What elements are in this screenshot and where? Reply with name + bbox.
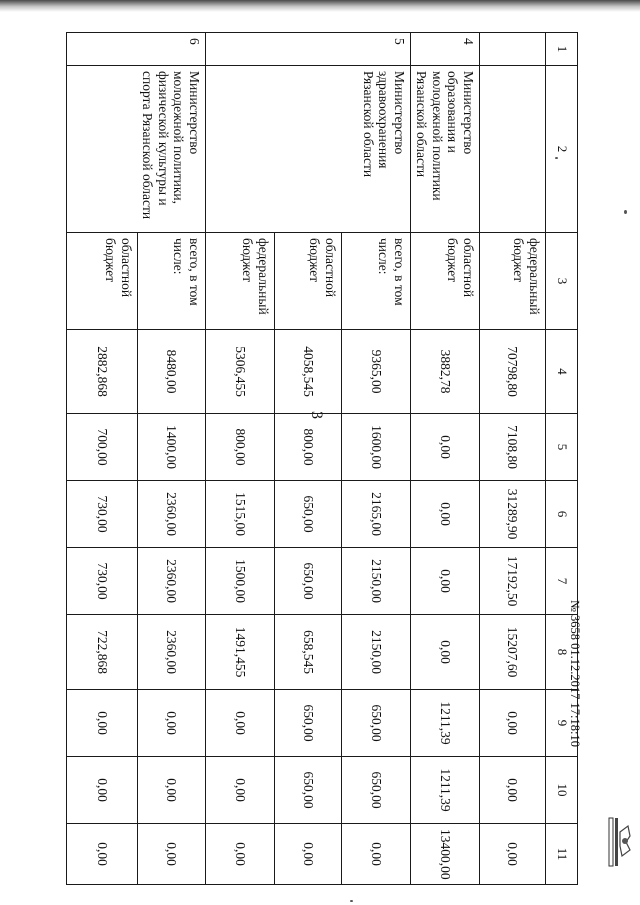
value-cell: 730,00 bbox=[66, 481, 137, 548]
row-number-cell: 5 bbox=[205, 33, 410, 66]
column-number: 4 bbox=[546, 330, 578, 414]
value-cell: 800,00 bbox=[274, 414, 341, 481]
value-cell: 9365,00 bbox=[341, 330, 410, 414]
value-cell: 0,00 bbox=[410, 548, 479, 615]
column-number-row bbox=[546, 33, 578, 885]
value-cell: 722,868 bbox=[66, 615, 137, 690]
value-cell: 0,00 bbox=[480, 824, 546, 885]
value-cell: 1400,00 bbox=[137, 414, 205, 481]
value-cell: 2360,00 bbox=[137, 615, 205, 690]
value-cell: 2150,00 bbox=[341, 548, 410, 615]
value-cell: 7108,80 bbox=[480, 414, 546, 481]
row-number-cell bbox=[480, 33, 546, 66]
value-cell: 1211,39 bbox=[410, 690, 479, 757]
budget-type-cell: всего, в том числе: bbox=[137, 233, 205, 330]
value-cell: 70798,80 bbox=[480, 330, 546, 414]
row-number-cell: 6 bbox=[66, 33, 205, 66]
value-cell: 650,00 bbox=[341, 757, 410, 824]
budget-type-cell: областной бюджет bbox=[66, 233, 137, 330]
value-cell: 650,00 bbox=[274, 548, 341, 615]
scan-dust bbox=[350, 900, 353, 902]
value-cell: 0,00 bbox=[205, 757, 274, 824]
value-cell: 1515,00 bbox=[205, 481, 274, 548]
value-cell: 0,00 bbox=[341, 824, 410, 885]
column-number: 1 bbox=[546, 33, 578, 66]
column-number: 8 bbox=[546, 615, 578, 690]
organization-cell bbox=[480, 66, 546, 233]
value-cell: 2150,00 bbox=[341, 615, 410, 690]
value-cell: 2882,868 bbox=[66, 330, 137, 414]
scan-dust bbox=[555, 157, 558, 159]
rotated-table-wrapper bbox=[68, 32, 578, 884]
value-cell: 0,00 bbox=[480, 757, 546, 824]
table-row bbox=[137, 33, 205, 885]
value-cell: 0,00 bbox=[66, 824, 137, 885]
value-cell: 0,00 bbox=[66, 690, 137, 757]
column-number: 11 bbox=[546, 824, 578, 885]
value-cell: 0,00 bbox=[480, 690, 546, 757]
value-cell: 0,00 bbox=[274, 824, 341, 885]
value-cell: 1600,00 bbox=[341, 414, 410, 481]
value-cell: 4058,545 bbox=[274, 330, 341, 414]
value-cell: 0,00 bbox=[205, 690, 274, 757]
value-cell: 650,00 bbox=[274, 481, 341, 548]
organization-cell: Министерство здравоохранения Рязанской области bbox=[205, 66, 410, 233]
value-cell: 3882,78 bbox=[410, 330, 479, 414]
column-number: 6 bbox=[546, 481, 578, 548]
value-cell: 5306,455 bbox=[205, 330, 274, 414]
scan-dust bbox=[624, 210, 627, 214]
seal-emblem-icon bbox=[608, 812, 632, 872]
value-cell: 0,00 bbox=[137, 824, 205, 885]
organization-cell: Министерство молодежной политики, физической культуры и спорта Рязанской области bbox=[66, 66, 205, 233]
page-number: 3 bbox=[308, 411, 325, 419]
budget-type-cell: областной бюджет bbox=[274, 233, 341, 330]
value-cell: 31289,90 bbox=[480, 481, 546, 548]
value-cell: 0,00 bbox=[410, 615, 479, 690]
value-cell: 650,00 bbox=[274, 690, 341, 757]
table-row bbox=[410, 33, 479, 885]
value-cell: 0,00 bbox=[410, 481, 479, 548]
value-cell: 15207,60 bbox=[480, 615, 546, 690]
value-cell: 1500,00 bbox=[205, 548, 274, 615]
value-cell: 2360,00 bbox=[137, 548, 205, 615]
value-cell: 17192,50 bbox=[480, 548, 546, 615]
registration-stamp: № 3658 01.12.2017 17:18:10 bbox=[568, 600, 582, 747]
column-number: 7 bbox=[546, 548, 578, 615]
value-cell: 658,545 bbox=[274, 615, 341, 690]
column-number: 5 bbox=[546, 414, 578, 481]
organization-cell: Министерство образования и молодежной политики Рязанской области bbox=[410, 66, 479, 233]
column-number: 2 bbox=[546, 66, 578, 233]
table-row bbox=[480, 33, 546, 885]
column-number: 3 bbox=[546, 233, 578, 330]
value-cell: 1491,455 bbox=[205, 615, 274, 690]
value-cell: 8480,00 bbox=[137, 330, 205, 414]
scan-border-shadow bbox=[0, 0, 640, 12]
budget-table bbox=[66, 32, 578, 885]
column-number: 10 bbox=[546, 757, 578, 824]
budget-type-cell: федеральный бюджет bbox=[205, 233, 274, 330]
value-cell: 0,00 bbox=[137, 690, 205, 757]
value-cell: 700,00 bbox=[66, 414, 137, 481]
value-cell: 650,00 bbox=[274, 757, 341, 824]
value-cell: 13400,00 bbox=[410, 824, 479, 885]
budget-type-cell: федеральный бюджет bbox=[480, 233, 546, 330]
table-row bbox=[341, 33, 410, 885]
value-cell: 800,00 bbox=[205, 414, 274, 481]
value-cell: 650,00 bbox=[341, 690, 410, 757]
value-cell: 0,00 bbox=[66, 757, 137, 824]
row-number-cell: 4 bbox=[410, 33, 479, 66]
column-number: 9 bbox=[546, 690, 578, 757]
budget-type-cell: всего, в том числе: bbox=[341, 233, 410, 330]
value-cell: 1211,39 bbox=[410, 757, 479, 824]
value-cell: 0,00 bbox=[410, 414, 479, 481]
value-cell: 2360,00 bbox=[137, 481, 205, 548]
budget-type-cell: областной бюджет bbox=[410, 233, 479, 330]
value-cell: 0,00 bbox=[137, 757, 205, 824]
value-cell: 0,00 bbox=[205, 824, 274, 885]
value-cell: 730,00 bbox=[66, 548, 137, 615]
value-cell: 2165,00 bbox=[341, 481, 410, 548]
